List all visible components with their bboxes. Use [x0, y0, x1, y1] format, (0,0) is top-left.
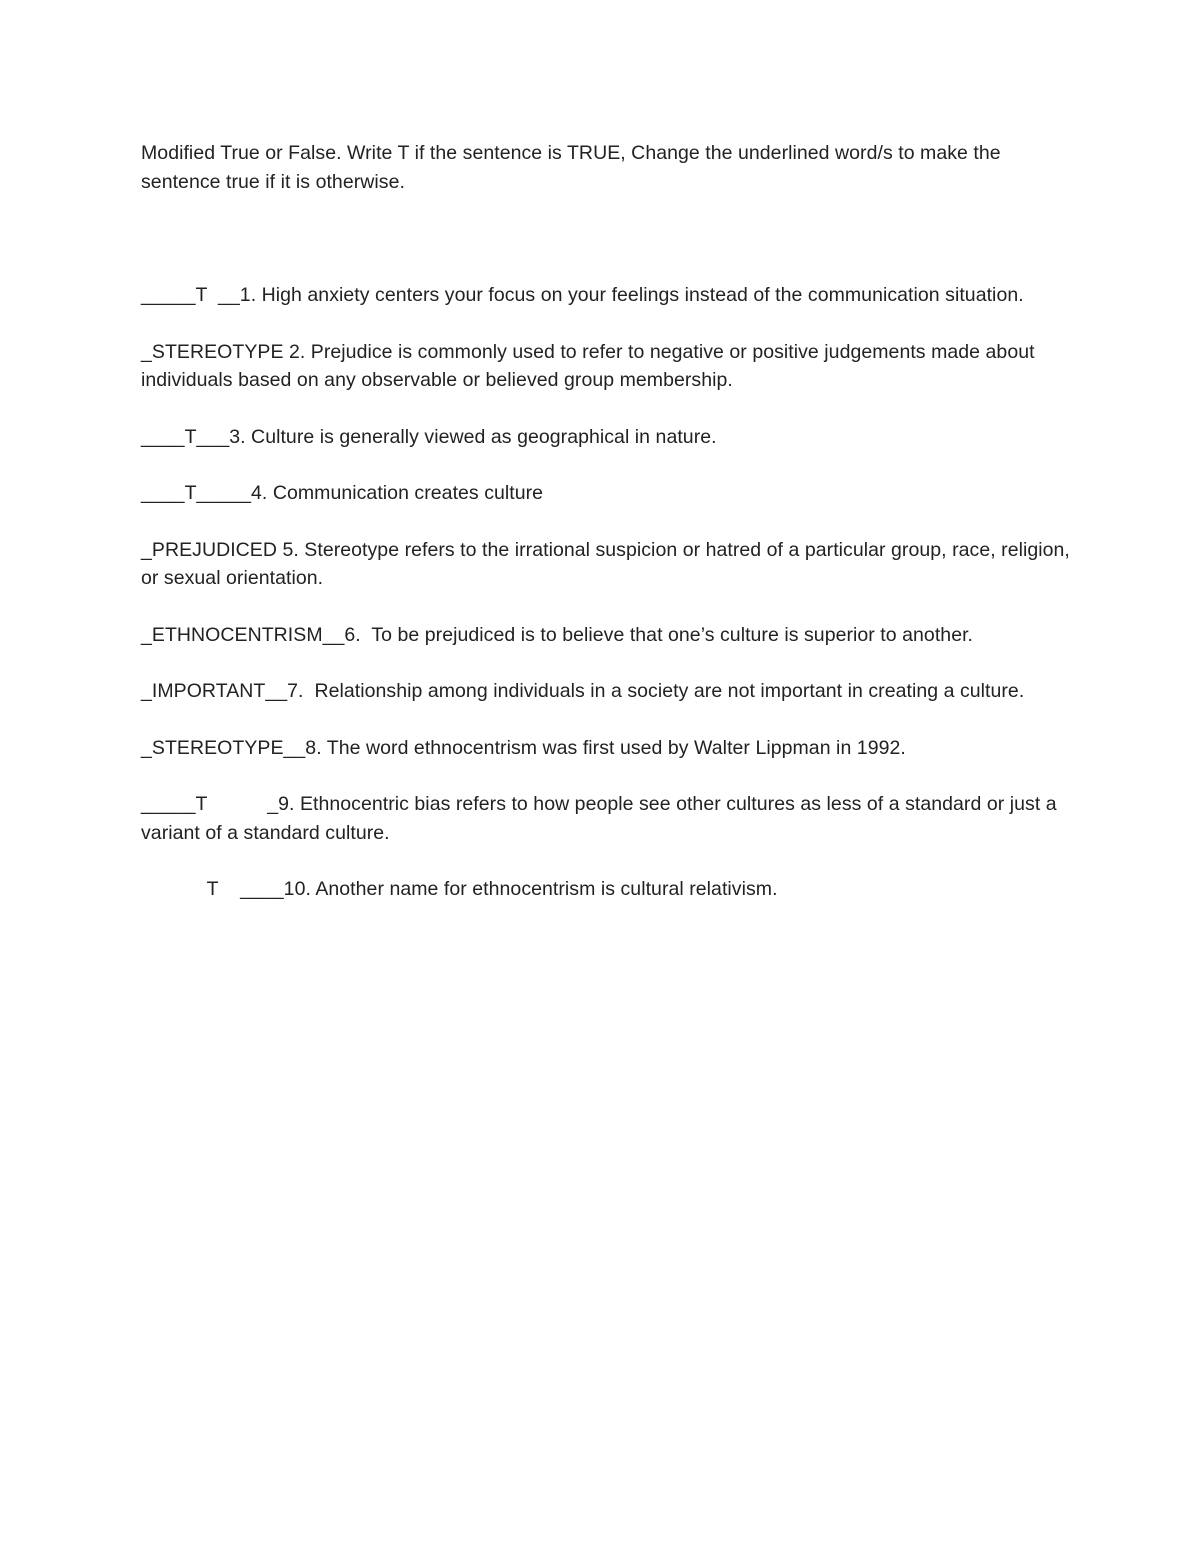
question-item-7: _IMPORTANT__7. Relationship among individuals in a society are not important in creating a culture. [141, 680, 1025, 702]
question-item-4: ____T_____4. Communication creates culture [141, 482, 544, 504]
question-item-9: _____T _9. Ethnocentric bias refers to how people see other cultures as less of a standard or just a variant of a standard culture. [141, 793, 1063, 844]
instructions-text: Modified True or False. Write T if the sentence is TRUE, Change the underlined word/s to make the sentence true if it is otherwise. [141, 142, 1007, 193]
question-item-10: T ____10. Another name for ethnocentrism is cultural relativism. [141, 878, 778, 900]
document-body [141, 139, 1076, 932]
question-item-8: _STEREOTYPE__8. The word ethnocentrism was first used by Walter Lippman in 1992. [141, 736, 906, 759]
question-item-6: _ETHNOCENTRISM__6. To be prejudiced is to believe that one’s culture is superior to another. [141, 623, 974, 646]
question-item-5: _PREJUDICED 5. Stereotype refers to the irrational suspicion or hatred of a particular group, race, religion, or sexual orientation. [141, 538, 1076, 589]
question-item-1: _____T __1. High anxiety centers your focus on your feelings instead of the communication situation. [141, 284, 1024, 306]
question-item-2: _STEREOTYPE 2. Prejudice is commonly used to refer to negative or positive judgements made about individuals based on any observable or believed group membership. [141, 340, 1041, 391]
question-item-3: ____T___3. Culture is generally viewed as geographical in nature. [141, 425, 717, 448]
